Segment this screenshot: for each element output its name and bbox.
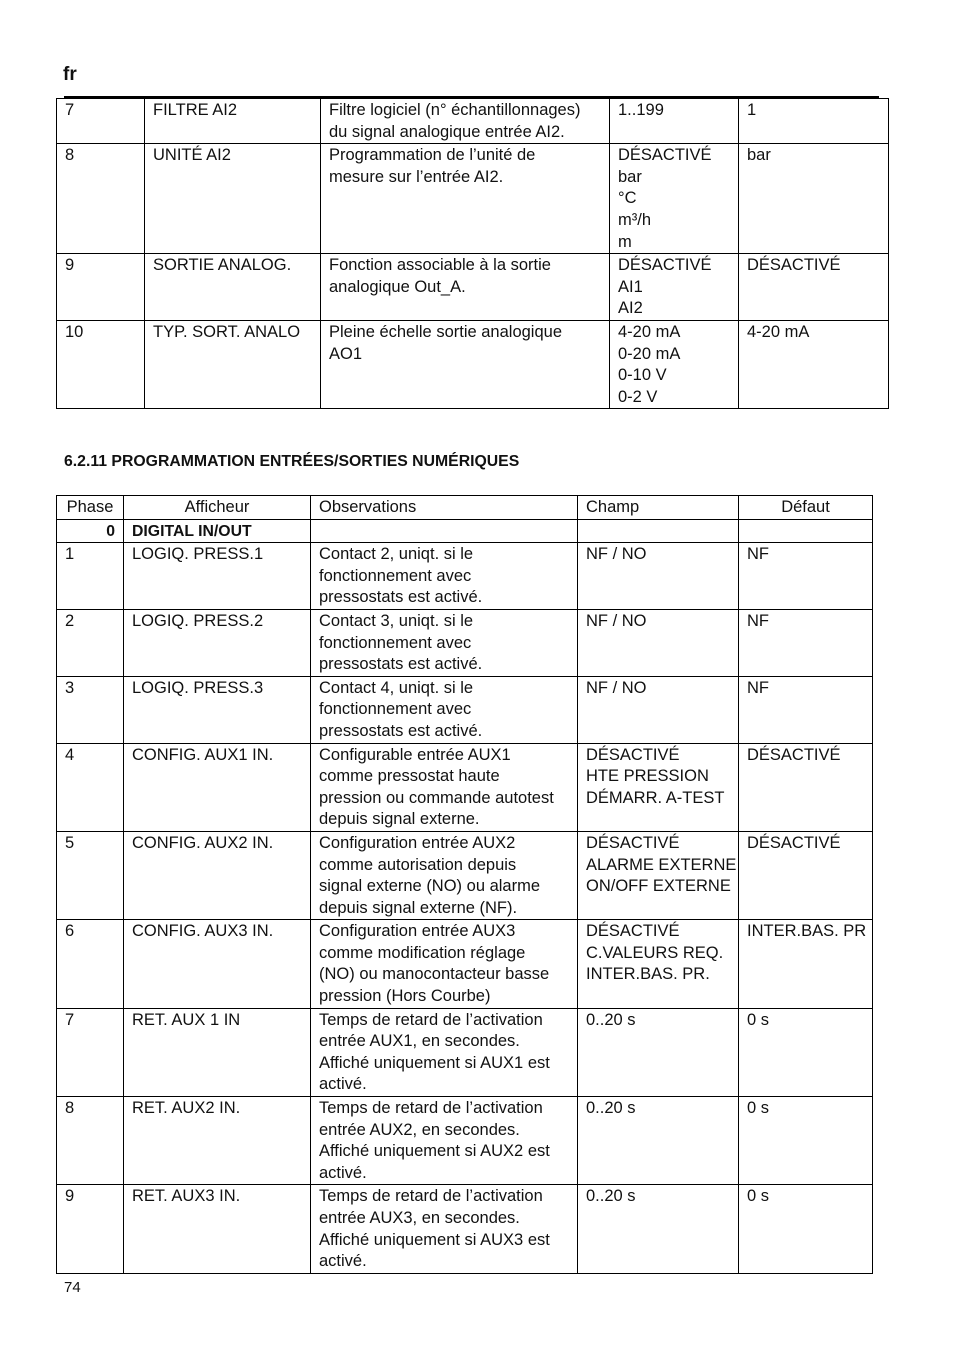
group-title: DIGITAL IN/OUT [124,519,311,543]
observations-cell [321,144,610,254]
display-text: LOGIQ. PRESS.1 [132,545,264,564]
phase-text: 5 [65,833,75,852]
header-display: Afficheur [124,496,311,520]
header-observations: Observations [311,496,578,520]
display-cell [124,743,311,831]
display-cell [124,831,311,919]
phase-cell [57,543,124,610]
field-text: DÉSACTIVÉ [618,256,712,275]
table-row [57,99,889,144]
observations-cell [311,609,578,676]
observations-text: Fonction associable à la sortie [329,256,551,275]
field-cell [578,1097,739,1185]
field-text: AI1 [618,277,643,296]
table-row [57,1097,873,1185]
phase-text: 2 [65,611,75,630]
header-default: Défaut [739,496,873,520]
phase-text: 8 [65,146,75,165]
group-observations-cell [311,519,578,543]
observations-text: entrée AUX2, en secondes. [319,1120,520,1139]
field-text: 0-10 V [618,366,667,385]
table-row [57,254,889,321]
observations-text: Affiché uniquement si AUX2 est [319,1142,550,1161]
observations-text: analogique Out_A. [329,277,466,296]
phase-text: 7 [65,1010,75,1029]
field-cell [578,1008,739,1096]
display-cell [124,609,311,676]
default-text: 4-20 mA [747,322,810,341]
display-text: CONFIG. AUX2 IN. [132,833,274,852]
page-number: 74 [64,1279,81,1296]
display-cell [124,1008,311,1096]
phase-cell [57,1185,124,1273]
field-cell [578,676,739,743]
phase-cell [57,831,124,919]
field-text: ON/OFF EXTERNE [586,877,731,896]
display-text: LOGIQ. PRESS.3 [132,678,264,697]
default-text: bar [747,146,771,165]
observations-text: Temps de retard de l’activation [319,1010,543,1029]
field-text: 4-20 mA [618,322,681,341]
phase-text: 4 [65,745,75,764]
default-text: DÉSACTIVÉ [747,833,841,852]
default-text: NF [747,678,769,697]
observations-text: Temps de retard de l’activation [319,1099,543,1118]
default-cell [739,1185,873,1273]
section-heading: 6.2.11 PROGRAMMATION ENTRÉES/SORTIES NUMÉRIQUES [64,453,520,470]
observations-cell [311,743,578,831]
display-cell [124,920,311,1008]
default-cell [739,254,889,321]
table-row [57,676,873,743]
field-cell [578,920,739,1008]
observations-text: du signal analogique entrée AI2. [329,122,565,141]
field-text: 0-2 V [618,387,658,406]
field-text: NF / NO [586,545,647,564]
field-text: bar [618,167,642,186]
group-default-cell [739,519,873,543]
phase-text: 1 [65,545,75,564]
observations-text: activé. [319,1075,367,1094]
phase-cell [57,254,145,321]
observations-text: Configuration entrée AUX3 [319,922,516,941]
default-text: 0 s [747,1099,770,1118]
field-cell [578,831,739,919]
field-text: m³/h [618,210,651,229]
default-cell [739,676,873,743]
phase-text: 9 [65,256,75,275]
default-cell [739,609,873,676]
default-cell [739,1097,873,1185]
display-cell [145,99,321,144]
observations-text: comme modification réglage [319,943,526,962]
observations-text: depuis signal externe. [319,810,480,829]
field-text: °C [618,189,637,208]
display-text: LOGIQ. PRESS.2 [132,611,264,630]
default-cell [739,743,873,831]
default-cell [739,320,889,408]
observations-cell [311,1097,578,1185]
display-cell [124,1097,311,1185]
default-text: 0 s [747,1010,770,1029]
default-text: DÉSACTIVÉ [747,745,841,764]
field-cell [610,144,739,254]
observations-text: depuis signal externe (NF). [319,898,518,917]
field-text: INTER.BAS. PR. [586,965,710,984]
display-text: CONFIG. AUX3 IN. [132,922,274,941]
observations-text: fonctionnement avec [319,633,472,652]
observations-text: Contact 4, uniqt. si le [319,678,474,697]
observations-cell [311,676,578,743]
display-text: RET. AUX2 IN. [132,1099,241,1118]
field-text: DÉSACTIVÉ [586,922,680,941]
observations-text: Configurable entrée AUX1 [319,745,511,764]
observations-text: AO1 [329,344,363,363]
table-row [57,543,873,610]
language-marker: fr [63,64,77,85]
default-cell [739,1008,873,1096]
display-cell [124,1185,311,1273]
field-text: HTE PRESSION [586,767,709,786]
phase-text: 8 [65,1099,75,1118]
observations-cell [311,831,578,919]
observations-text: fonctionnement avec [319,700,472,719]
observations-text: Filtre logiciel (n° échantillonnages) [329,101,581,119]
table-row [57,609,873,676]
observations-text: entrée AUX3, en secondes. [319,1209,520,1227]
observations-text: entrée AUX1, en secondes. [319,1032,520,1051]
display-text: UNITÉ AI2 [153,146,231,165]
field-cell [578,743,739,831]
default-text: 0 s [747,1187,770,1206]
display-text: FILTRE AI2 [153,101,238,119]
display-cell [145,254,321,321]
default-cell [739,920,873,1008]
observations-cell [311,1008,578,1096]
phase-text: 7 [65,101,75,119]
table-row [57,144,889,254]
header-row [57,496,873,520]
display-cell [124,676,311,743]
display-text: SORTIE ANALOG. [153,256,292,275]
phase-text: 6 [65,922,75,941]
observations-text: mesure sur l’entrée AI2. [329,167,504,186]
display-cell [145,144,321,254]
field-text: m [618,232,632,251]
phase-text: 10 [65,322,84,341]
display-text: CONFIG. AUX1 IN. [132,745,274,764]
phase-text: 9 [65,1187,75,1206]
field-cell [578,1185,739,1273]
field-text: DÉSACTIVÉ [618,146,712,165]
observations-text: (NO) ou manocontacteur basse [319,965,550,984]
observations-text: pressostats est activé. [319,655,483,674]
observations-text: activé. [319,1252,367,1271]
field-cell [578,543,739,610]
analog-parameters-body [57,99,889,409]
field-text: C.VALEURS REQ. [586,943,724,962]
field-cell [610,254,739,321]
observations-cell [321,254,610,321]
display-text: TYP. SORT. ANALO [153,322,301,341]
default-cell [739,831,873,919]
field-cell [578,609,739,676]
observations-text: Temps de retard de l’activation [319,1187,543,1206]
digital-io-parameters-table [56,495,873,1274]
table-row [57,743,873,831]
observations-cell [311,543,578,610]
observations-cell [321,320,610,408]
field-text: 0..20 s [586,1010,636,1029]
phase-cell [57,920,124,1008]
header-phase: Phase [57,496,124,520]
field-text: NF / NO [586,678,647,697]
analog-parameters-table [56,98,889,409]
observations-text: pression (Hors Courbe) [319,987,491,1006]
field-text: DÉMARR. A-TEST [586,788,725,807]
default-cell [739,99,889,144]
field-text: ALARME EXTERNE [586,855,737,874]
phase-cell [57,1097,124,1185]
observations-text: pressostats est activé. [319,588,483,607]
default-cell [739,543,873,610]
phase-cell [57,320,145,408]
observations-cell [321,99,610,144]
field-text: DÉSACTIVÉ [586,745,680,764]
group-phase: 0 [57,519,124,543]
field-text: 0-20 mA [618,344,681,363]
observations-text: pression ou commande autotest [319,788,554,807]
phase-cell [57,609,124,676]
field-text: DÉSACTIVÉ [586,833,680,852]
default-text: NF [747,611,769,630]
phase-text: 3 [65,678,75,697]
default-text: INTER.BAS. PR [747,922,867,941]
observations-text: Contact 2, uniqt. si le [319,545,474,564]
display-text: RET. AUX 1 IN [132,1010,241,1029]
field-cell [610,320,739,408]
observations-text: fonctionnement avec [319,566,472,585]
default-text: 1 [747,101,757,119]
observations-text: Affiché uniquement si AUX3 est [319,1230,550,1249]
observations-text: Contact 3, uniqt. si le [319,611,474,630]
observations-text: Affiché uniquement si AUX1 est [319,1053,550,1072]
table-row [57,1008,873,1096]
digital-io-parameters-body [57,519,873,1273]
group-row [57,519,873,543]
display-text: RET. AUX3 IN. [132,1187,241,1206]
display-cell [124,543,311,610]
header-field: Champ [578,496,739,520]
observations-text: Configuration entrée AUX2 [319,833,516,852]
observations-text: activé. [319,1163,367,1182]
field-text: 0..20 s [586,1099,636,1118]
default-text: NF [747,545,769,564]
field-cell [610,99,739,144]
phase-cell [57,144,145,254]
table-row [57,1185,873,1273]
display-cell [145,320,321,408]
field-text: 1..199 [618,101,664,119]
default-text: DÉSACTIVÉ [747,256,841,275]
field-text: 0..20 s [586,1187,636,1206]
observations-text: comme pressostat haute [319,767,500,786]
table-header [57,496,873,520]
observations-text: Programmation de l’unité de [329,146,536,165]
observations-text: comme autorisation depuis [319,855,517,874]
table-row [57,831,873,919]
phase-cell [57,1008,124,1096]
default-cell [739,144,889,254]
observations-text: Pleine échelle sortie analogique [329,322,562,341]
group-field-cell [578,519,739,543]
table-row [57,920,873,1008]
field-text: AI2 [618,299,643,318]
field-text: NF / NO [586,611,647,630]
observations-text: signal externe (NO) ou alarme [319,877,541,896]
table-row [57,320,889,408]
phase-cell [57,743,124,831]
phase-cell [57,676,124,743]
phase-cell [57,99,145,144]
observations-text: pressostats est activé. [319,721,483,740]
observations-cell [311,1185,578,1273]
observations-cell [311,920,578,1008]
